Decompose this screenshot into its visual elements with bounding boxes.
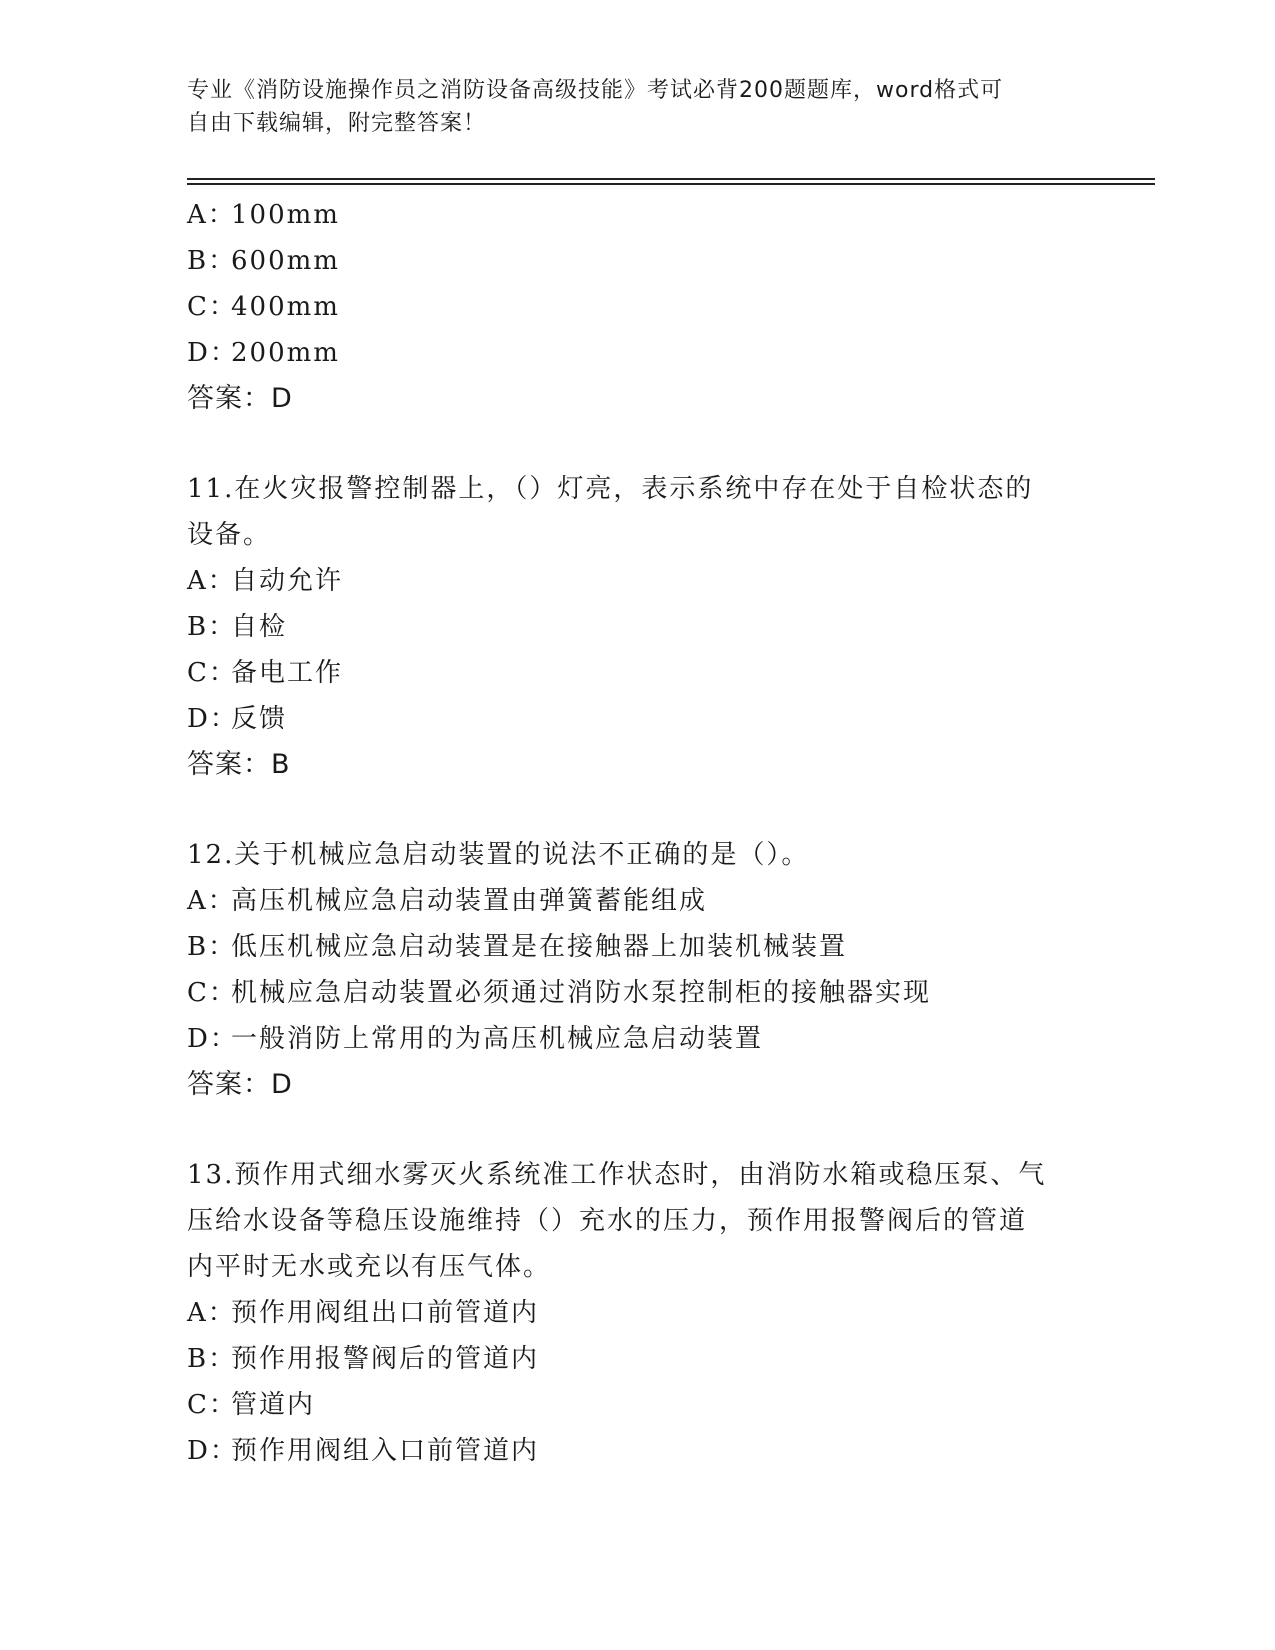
header-divider-bottom (187, 183, 1155, 185)
header-line-1: 专业《消防设施操作员之消防设备高级技能》考试必背200题题库，word格式可 (187, 78, 1004, 103)
option-a: A：100mm (187, 200, 340, 230)
question-stem-continued-2: 内平时无水或充以有压气体。 (187, 1252, 552, 1282)
option-c: C：管道内 (187, 1390, 316, 1420)
option-a: A：高压机械应急启动装置由弹簧蓄能组成 (187, 886, 708, 916)
answer-label: 答案：D (187, 1069, 293, 1100)
option-a: A：预作用阀组出口前管道内 (187, 1298, 540, 1328)
question-stem: 11.在火灾报警控制器上，（）灯亮，表示系统中存在处于自检状态的 (187, 474, 1034, 504)
question-stem-continued: 设备。 (187, 520, 272, 550)
question-11 (187, 466, 1087, 788)
option-d: D：一般消防上常用的为高压机械应急启动装置 (187, 1024, 764, 1054)
option-c: C：400mm (187, 292, 340, 322)
answer-label: 答案：D (187, 383, 293, 414)
option-b: B：预作用报警阀后的管道内 (187, 1344, 540, 1374)
question-12 (187, 832, 1087, 1108)
option-b: B：600mm (187, 246, 340, 276)
option-c: C：机械应急启动装置必须通过消防水泵控制柜的接触器实现 (187, 978, 932, 1008)
document-header (187, 74, 1067, 140)
answer-label: 答案：B (187, 749, 291, 780)
option-b: B：自检 (187, 612, 288, 642)
option-d: D：反馈 (187, 704, 288, 734)
question-10 (187, 192, 1087, 422)
question-stem: 13.预作用式细水雾灭火系统准工作状态时，由消防水箱或稳压泵、气 (187, 1160, 1047, 1190)
question-13 (187, 1152, 1087, 1474)
option-d: D：预作用阀组入口前管道内 (187, 1436, 540, 1466)
header-divider-top (187, 178, 1155, 180)
option-d: D：200mm (187, 338, 340, 368)
question-list (187, 192, 1087, 1474)
option-a: A：自动允许 (187, 566, 344, 596)
option-c: C：备电工作 (187, 658, 344, 688)
question-stem: 12.关于机械应急启动装置的说法不正确的是（）。 (187, 840, 810, 870)
question-stem-continued: 压给水设备等稳压设施维持（）充水的压力，预作用报警阀后的管道 (187, 1206, 1028, 1236)
header-line-2: 自由下载编辑，附完整答案！ (187, 111, 487, 136)
option-b: B：低压机械应急启动装置是在接触器上加装机械装置 (187, 932, 848, 962)
